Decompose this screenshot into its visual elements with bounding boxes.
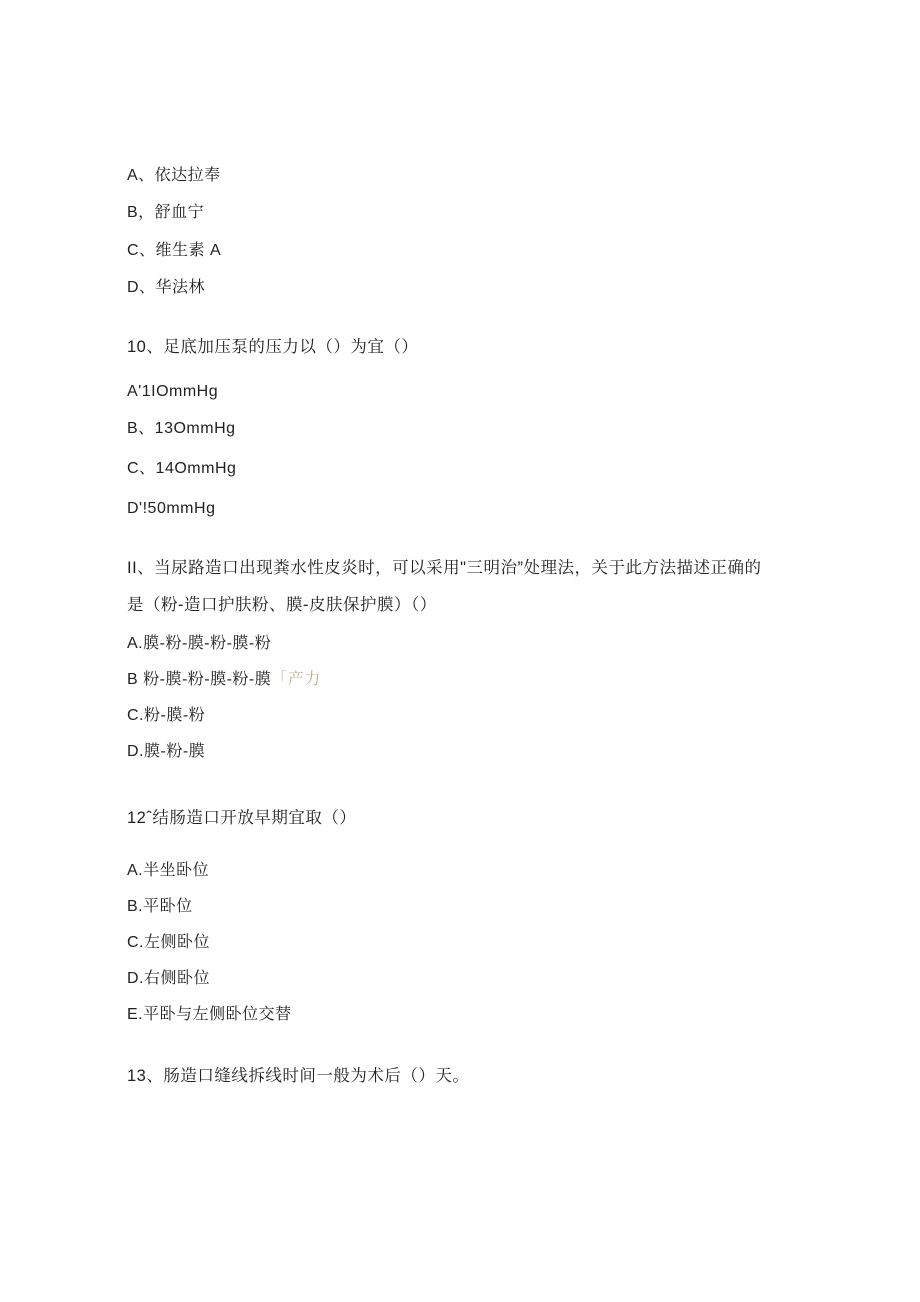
- q9-option-c: C、维生素 A: [127, 242, 222, 259]
- q11-option-d: D.膜-粉-膜: [127, 743, 206, 760]
- q10-option-d: D'!50mmHg: [127, 500, 216, 517]
- q12-option-d: D.右侧卧位: [127, 970, 211, 987]
- q11-option-b-mark: 「产力: [271, 671, 321, 688]
- q9-option-a: A、依达拉奉: [127, 167, 221, 184]
- q10-option-c: C、14OmmHg: [127, 460, 237, 477]
- q11-option-b-text: B 粉-膜-粉-膜-粉-膜: [127, 671, 272, 688]
- q11-option-b: [127, 670, 321, 690]
- q12-option-a: A.半坐卧位: [127, 862, 210, 879]
- q12-option-b: B.平卧位: [127, 898, 193, 915]
- q12-option-c: C.左侧卧位: [127, 934, 211, 951]
- q11-stem-line-2: 是（粉-造口护肤粉、膜-皮肤保护膜）（）: [127, 596, 437, 614]
- q12-stem: 12ˆ结肠造口开放早期宜取（）: [127, 809, 357, 827]
- q12-option-e: E.平卧与左侧卧位交替: [127, 1006, 292, 1023]
- q11-option-c: C.粉-膜-粉: [127, 707, 206, 724]
- q11-option-a: A.膜-粉-膜-粉-膜-粉: [127, 635, 272, 652]
- q10-option-b: B、13OmmHg: [127, 420, 236, 437]
- q10-option-a: A'1IOmmHg: [127, 383, 219, 400]
- q9-option-d: D、华法林: [127, 279, 206, 296]
- q9-option-b: B，舒血宁: [127, 204, 205, 221]
- q10-stem: 10、足底加压泵的压力以（）为宜（）: [127, 338, 419, 356]
- q13-stem: 13、肠造口缝线拆线时间一般为术后（）天。: [127, 1067, 470, 1085]
- q11-stem-line-1: II、当尿路造口出现粪水性皮炎时，可以采用"三明治”处理法，关于此方法描述正确的: [127, 559, 762, 577]
